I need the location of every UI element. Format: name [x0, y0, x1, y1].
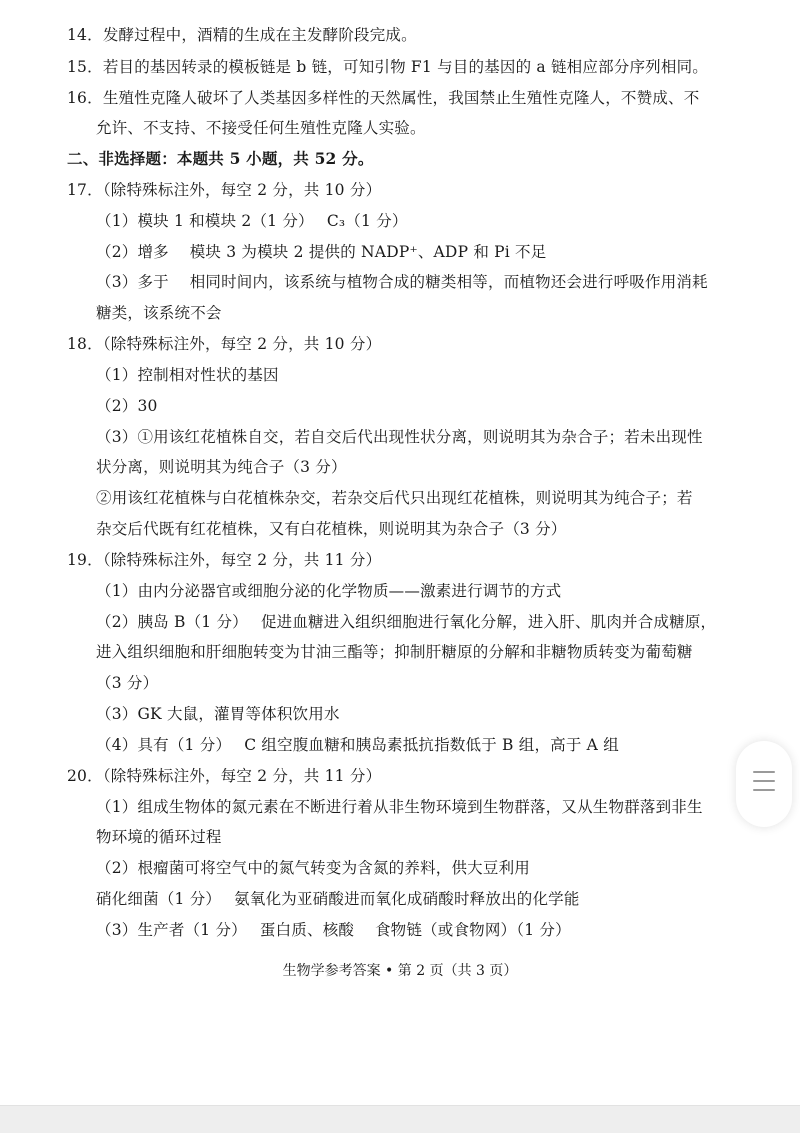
answer-line-15: 15．若目的基因转录的模板链是 b 链，可知引物 F1 与目的基因的 a 链相应部分序列相同。 — [67, 58, 708, 76]
answer-line-16-cont: 允许、不支持、不接受任何生殖性克隆人实验。 — [96, 119, 426, 137]
menu-icon — [753, 771, 775, 773]
answer-18-2: （2）30 — [96, 397, 158, 415]
answer-17-3: （3）多于 相同时间内，该系统与植物合成的糖类相等，而植物还会进行呼吸作用消耗 — [96, 273, 708, 291]
viewer-bottom-bar — [0, 1105, 800, 1133]
answer-18-3-cont: 状分离，则说明其为纯合子（3 分） — [96, 458, 347, 476]
question-19-header: 19．（除特殊标注外，每空 2 分，共 11 分） — [67, 551, 382, 569]
answer-20-1: （1）组成生物体的氮元素在不断进行着从非生物环境到生物群落，又从生物群落到非生 — [96, 798, 703, 816]
page-footer: 生物学参考答案 • 第 2 页（共 3 页） — [282, 963, 518, 979]
answer-19-2: （2）胰岛 B（1 分） 促进血糖进入组织细胞进行氧化分解，进入肝、肌肉并合成糖原， — [96, 613, 717, 631]
menu-icon-bar — [753, 789, 775, 791]
answer-18-3-method2-cont: 杂交后代既有红花植株，又有白花植株，则说明其为杂合子（3 分） — [96, 520, 567, 538]
answer-19-2-cont: 进入组织细胞和肝细胞转变为甘油三酯等；抑制肝糖原的分解和非糖物质转变为葡萄糖 — [96, 643, 693, 661]
answer-17-2: （2）增多 模块 3 为模块 2 提供的 NADP⁺、ADP 和 Pi 不足 — [96, 243, 547, 261]
answer-19-1: （1）由内分泌器官或细胞分泌的化学物质——激素进行调节的方式 — [96, 582, 562, 600]
answer-19-4: （4）具有（1 分） C 组空腹血糖和胰岛素抵抗指数低于 B 组，高于 A 组 — [96, 736, 619, 754]
question-20-header: 20．（除特殊标注外，每空 2 分，共 11 分） — [67, 767, 382, 785]
answer-18-1: （1）控制相对性状的基因 — [96, 366, 279, 384]
answer-20-3: （3）生产者（1 分） 蛋白质、核酸 食物链（或食物网）（1 分） — [96, 921, 571, 939]
answer-17-1: （1）模块 1 和模块 2（1 分） C₃（1 分） — [96, 212, 408, 230]
answer-19-3: （3）GK 大鼠，灌胃等体积饮用水 — [96, 705, 340, 723]
answer-20-2-cont: 硝化细菌（1 分） 氨氧化为亚硝酸进而氧化成硝酸时释放出的化学能 — [96, 890, 580, 908]
menu-icon-bar — [753, 780, 775, 782]
question-18-header: 18．（除特殊标注外，每空 2 分，共 10 分） — [67, 335, 382, 353]
floating-menu-button[interactable] — [736, 741, 792, 827]
answer-line-14: 14．发酵过程中，酒精的生成在主发酵阶段完成。 — [67, 26, 417, 44]
answer-line-16: 16．生殖性克隆人破坏了人类基因多样性的天然属性，我国禁止生殖性克隆人，不赞成、不 — [67, 89, 700, 107]
answer-20-2: （2）根瘤菌可将空气中的氮气转变为含氮的养料，供大豆利用 — [96, 859, 530, 877]
question-17-header: 17．（除特殊标注外，每空 2 分，共 10 分） — [67, 181, 382, 199]
answer-17-3-cont: 糖类，该系统不会 — [96, 304, 222, 322]
section-heading: 二、非选择题：本题共 5 小题，共 52 分。 — [67, 149, 374, 168]
answer-19-2-score: （3 分） — [96, 674, 159, 692]
answer-20-1-cont: 物环境的循环过程 — [96, 828, 222, 846]
answer-18-3: （3）①用该红花植株自交，若自交后代出现性状分离，则说明其为杂合子；若未出现性 — [96, 428, 703, 446]
answer-18-3-method2: ②用该红花植株与白花植株杂交，若杂交后代只出现红花植株，则说明其为纯合子；若 — [96, 489, 693, 507]
